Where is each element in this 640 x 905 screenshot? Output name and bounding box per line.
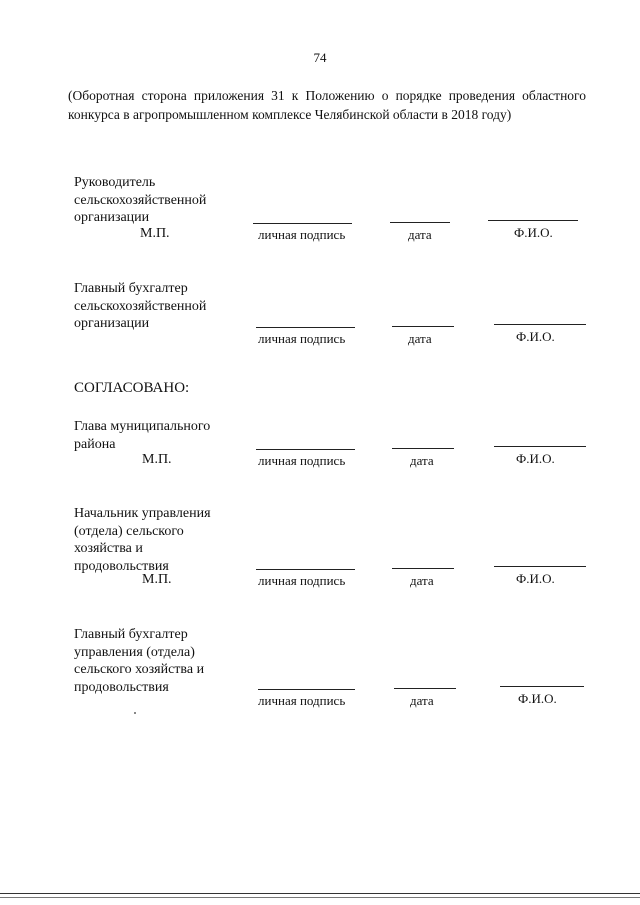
agreed-heading: СОГЛАСОВАНО: [74, 380, 190, 396]
signature-caption: личная подпись [258, 227, 346, 242]
intro-paragraph: (Оборотная сторона приложения 31 к Положению о порядке проведения областного конкурса в агропромышленном комплексе Челябинской области в 2018 году) [68, 88, 586, 122]
bottom-edge-line-secondary [0, 897, 640, 898]
name-line [494, 446, 586, 447]
signature-caption: личная подпись [258, 453, 346, 468]
name-caption: Ф.И.О. [516, 571, 555, 586]
signature-line [256, 569, 355, 570]
date-caption: дата [410, 693, 434, 708]
block-title: Глава муниципального района [74, 419, 211, 452]
block-title: Начальник управления (отдела) сельского хозяйства и продовольствия [74, 506, 211, 574]
stamp-label: М.П. [142, 572, 172, 587]
date-caption: дата [408, 331, 432, 346]
signature-caption: личная подпись [258, 693, 346, 708]
signature-caption: личная подпись [258, 331, 346, 346]
bottom-edge-line [0, 893, 640, 894]
name-caption: Ф.И.О. [516, 329, 555, 344]
stamp-label: М.П. [142, 452, 172, 467]
name-line [488, 220, 578, 221]
date-caption: дата [408, 227, 432, 242]
date-line [392, 568, 454, 569]
signature-caption: личная подпись [258, 573, 346, 588]
name-caption: Ф.И.О. [514, 225, 553, 240]
date-line [392, 448, 454, 449]
date-line [394, 688, 456, 689]
signature-line [256, 449, 355, 450]
signature-line [256, 327, 355, 328]
scan-speck [134, 712, 136, 714]
date-caption: дата [410, 453, 434, 468]
date-line [392, 326, 454, 327]
date-line [390, 222, 450, 223]
name-line [494, 324, 586, 325]
stamp-label: М.П. [140, 226, 170, 241]
page-number: 74 [313, 50, 327, 65]
signature-line [253, 223, 352, 224]
date-caption: дата [410, 573, 434, 588]
block-title: Главный бухгалтер управления (отдела) сельского хозяйства и продовольствия [74, 627, 205, 695]
name-caption: Ф.И.О. [516, 451, 555, 466]
block-title: Главный бухгалтер сельскохозяйственной организации [74, 281, 207, 331]
block-title: Руководитель сельскохозяйственной организации [74, 175, 207, 225]
name-caption: Ф.И.О. [518, 691, 557, 706]
name-line [500, 686, 584, 687]
signature-line [258, 689, 355, 690]
name-line [494, 566, 586, 567]
